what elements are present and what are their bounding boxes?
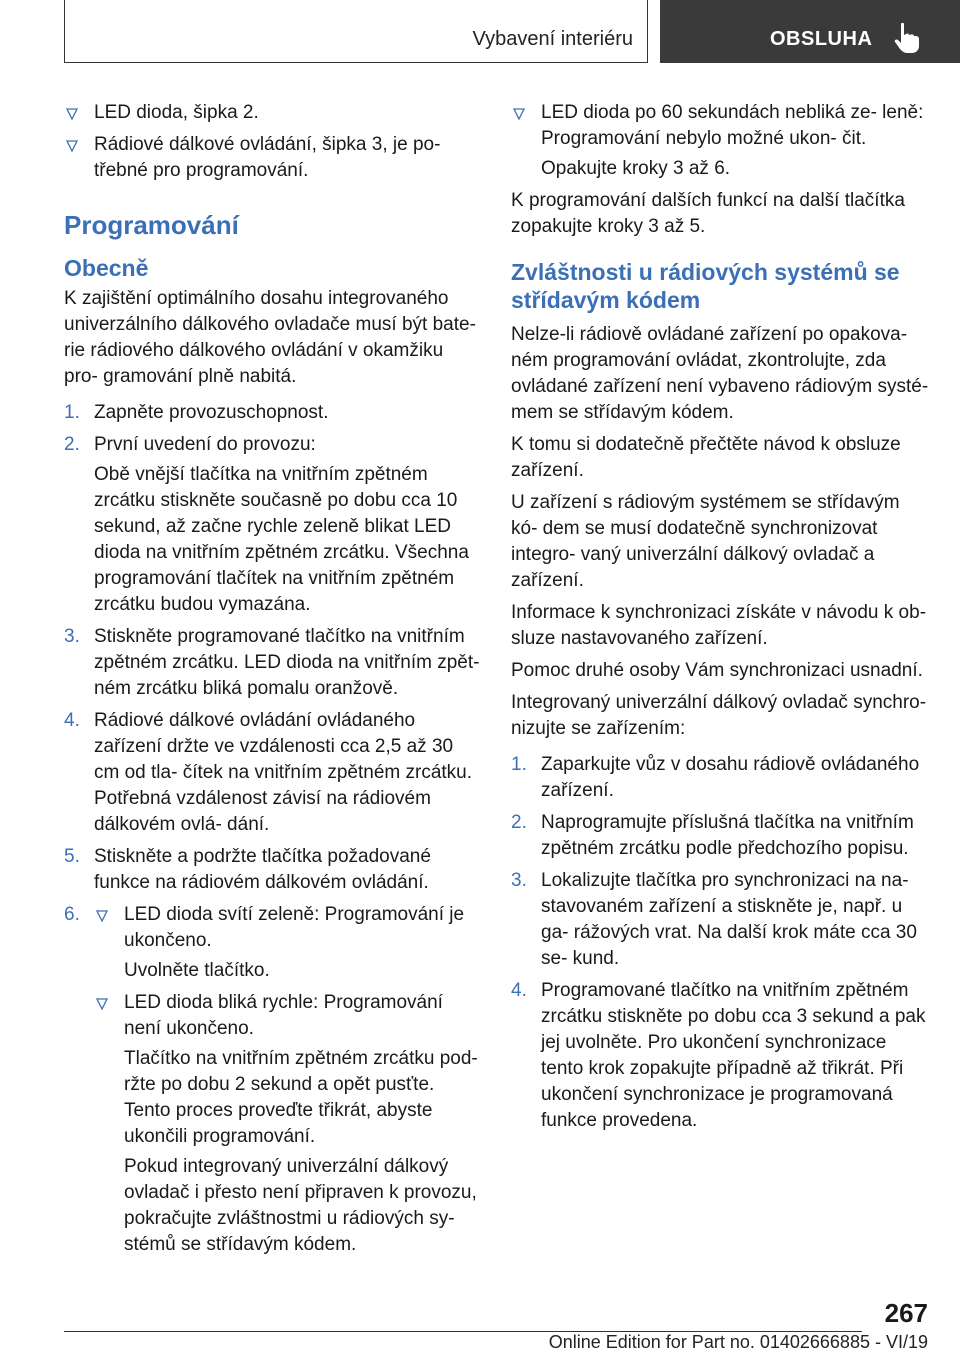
paragraph: K tomu si dodatečně přečtěte návod k obsluze zařízení. <box>511 434 901 481</box>
right-column <box>511 100 931 1140</box>
step-item: 4. Programované tlačítko na vnitřním zpětném zrcátku stiskněte po dobu cca 3 sekund a pak jej uvolněte. Pro ukončení synchronizace tento krok zopakujte případně až třikrát. Při ukončení synchronizace je programovaná funkce provedena. <box>511 980 926 1131</box>
step-item: 2. Naprogramujte příslušná tlačítka na vnitřním zpětném zrcátku podle předchozího popisu. <box>511 812 914 859</box>
chapter-title: OBSLUHA <box>770 28 873 50</box>
chapter-tab <box>660 0 960 63</box>
paragraph: U zařízení s rádiovým systémem se střídavým kó‐ dem se musí dodatečně synchronizovat integro‐ vaný univerzální dálkový ovladač a zařízení. <box>511 492 900 591</box>
step-item: 6. LED dioda svítí zeleně: Programování je ukončeno. Uvolněte tlačítko. LED dioda bliká rychle: Programování není ukončeno. Tlačítko na vnitřním zpětném zrcátku pod‐ ržte po dobu 2 sekund a opět pusťte. Tento proces proveďte třikrát, abyste ukončili programování. Pokud integrovaný univerzální dálkový ovladač i přesto není připraven k provozu, pokračujte zvláštnostmi u rádiových sy‐ stémů se střídavým kódem. <box>64 902 480 1258</box>
list-item: LED dioda bliká rychle: Programování není ukončeno. Tlačítko na vnitřním zpětném zrcátku pod‐ ržte po dobu 2 sekund a opět pusťte. Tento proces proveďte třikrát, abyste ukončili programování. Pokud integrovaný univerzální dálkový ovladač i přesto není připraven k provozu, pokračujte zvláštnostmi u rádiových sy‐ stémů se střídavým kódem. <box>94 990 480 1258</box>
subsection-heading: Obecně <box>64 255 149 281</box>
triangle-bullet-icon <box>513 100 525 129</box>
list-item: Rádiové dálkové ovládání, šipka 3, je po‐ třebné pro programování. <box>64 132 480 184</box>
section-heading: Programování <box>64 210 239 240</box>
step-item: 1. Zaparkujte vůz v dosahu rádiově ovládaného zařízení. <box>511 754 920 801</box>
triangle-bullet-icon <box>66 100 78 129</box>
section-tab <box>64 0 648 63</box>
paragraph: Pomoc druhé osoby Vám synchronizaci usnadní. <box>511 660 923 681</box>
list-item: LED dioda, šipka 2. <box>64 100 480 126</box>
step-item: 2. První uvedení do provozu: Obě vnější tlačítka na vnitřním zpětném zrcátku stiskněte současně po dobu cca 10 sekund, až začne rychle zeleně blikat LED dioda na vnitřním zpětném zrcátku. Všechna programování tlačítek na vnitřním zpětném zrcátku budou vymazána. <box>64 434 469 615</box>
list-item: LED dioda po 60 sekundách nebliká ze‐ leně: Programování nebylo možné ukon‐ čit. Opakujte kroky 3 až 6. <box>511 100 931 182</box>
section-title: Vybavení interiéru <box>472 28 633 50</box>
paragraph: K zajištění optimálního dosahu integrovaného univerzálního dálkového ovladače musí být bate‐ rie rádiového dálkového ovládání v okamžiku pro‐ gramování plně nabitá. <box>64 288 476 387</box>
triangle-bullet-icon <box>96 902 108 930</box>
step-item: 5. Stiskněte a podržte tlačítka požadované funkce na rádiovém dálkovém ovládání. <box>64 846 431 893</box>
triangle-bullet-icon <box>66 132 78 161</box>
section-heading: Zvláštnosti u rádiových systémů se střídavým kódem <box>511 259 900 313</box>
step-item: 4. Rádiové dálkové ovládání ovládaného zařízení držte ve vzdálenosti cca 2,5 až 30 cm od tla‐ čítek na vnitřním zpětném zrcátku. Potřebná vzdálenost závisí na rádiovém dálkovém ovlá‐ dání. <box>64 710 473 835</box>
paragraph: Nelze-li rádiově ovládané zařízení po opakova‐ ném programování ovládat, zkontrolujte, zda ovládané zařízení není vybaveno rádiovým systé‐ mem se střídavým kódem. <box>511 324 929 423</box>
left-column <box>64 100 480 1264</box>
paragraph: K programování dalších funkcí na další tlačítka zopakujte kroky 3 až 5. <box>511 190 905 237</box>
step-item: 1. Zapněte provozuschopnost. <box>64 402 329 423</box>
paragraph: Informace k synchronizaci získáte v návodu k ob‐ sluze nastavovaného zařízení. <box>511 602 927 649</box>
edition-note: Online Edition for Part no. 01402666885 - VI/19 <box>548 1332 928 1352</box>
page-header <box>64 0 960 64</box>
page-number: 267 <box>884 1298 928 1328</box>
step-item: 3. Lokalizujte tlačítka pro synchronizaci na na‐ stavovaném zařízení a stiskněte je, např. u ga‐ rážových vrat. Na další krok máte cca 30 se‐ kund. <box>511 870 917 969</box>
triangle-bullet-icon <box>96 990 108 1018</box>
hand-pointer-icon <box>894 22 920 54</box>
list-item: LED dioda svítí zeleně: Programování je ukončeno. Uvolněte tlačítko. <box>94 902 480 984</box>
step-item: 3. Stiskněte programované tlačítko na vnitřním zpětném zrcátku. LED dioda na vnitřním zpět‐ ném zrcátku bliká pomalu oranžově. <box>64 626 480 699</box>
paragraph: Integrovaný univerzální dálkový ovladač synchro‐ nizujte se zařízením: <box>511 692 927 739</box>
